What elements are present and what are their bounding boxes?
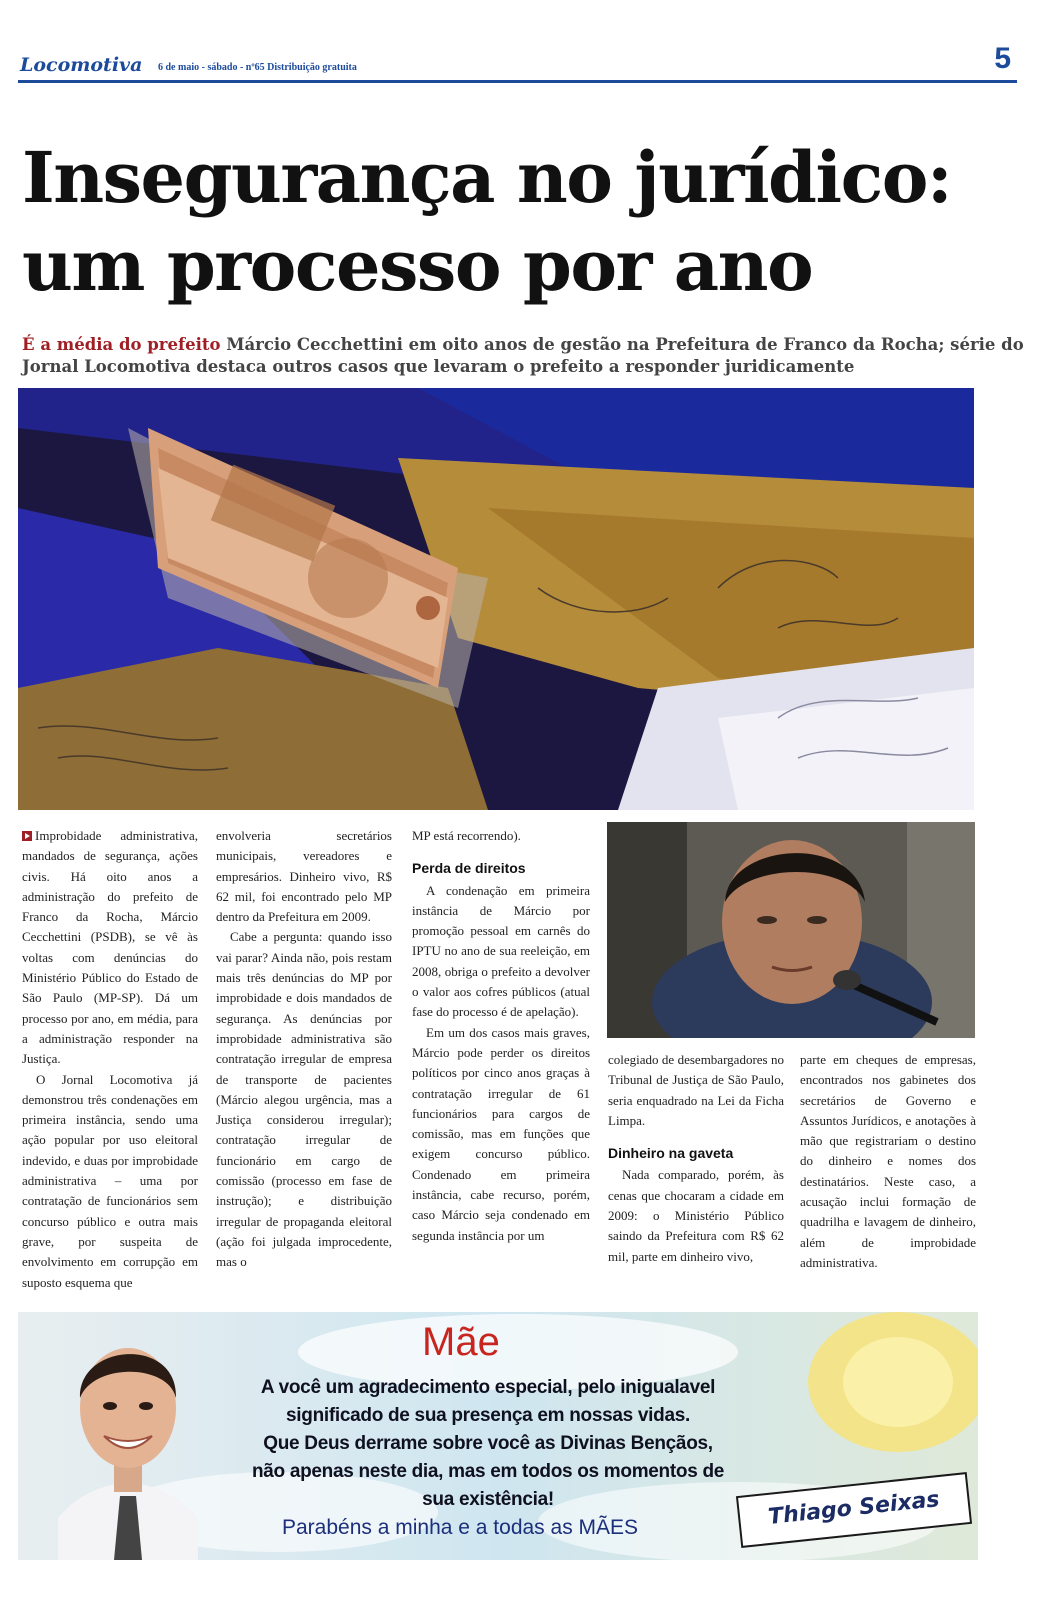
ad-message-line: sua existência! [422,1489,554,1510]
play-arrow-icon [22,831,32,841]
issue-line: 6 de maio - sábado - nº65 Distribuição gratuita [158,62,357,73]
subheadline-lead: É a média do prefeito [22,335,221,354]
headline: Insegurança no jurídico: um processo por ano [22,136,952,307]
ad-message-line: Que Deus derrame sobre você as Divinas Bençãos, [263,1433,713,1454]
subheadline [22,334,1032,378]
article-paragraph: O Jornal Locomotiva já demonstrou três condenações em primeira instância, sendo uma ação popular por uso eleitoral indevido, e duas por improbidade administrativa – uma por contratação de funcionários sem concurso público e outra mais grave, por suspeita de envolvimento em corrupção em suposto esquema que [22,1071,198,1290]
article-paragraph: Em um dos casos mais graves, Márcio pode perder os direitos políticos por cinco anos graças à contratação irregular de 61 funcionários para cargos de comissão, mas em funções que exigem concurso público. Condenado em primeira instância, cabe recurso, porém, caso Márcio seja condenado em segunda instância por um [412,1024,590,1243]
article-column-2 [216,826,392,1273]
article-column-3 [412,826,590,1246]
article-paragraph: parte em cheques de empresas, encontrados nos gabinetes dos secretários de Governo e Assuntos Jurídicos, e anotações à mão que registrariam o destino do dinheiro e nomes dos destinatários. Neste caso, a acusação inclui formação de quadrilha e lavagem de dinheiro, além de improbidade administrativa. [800,1052,976,1270]
ad-message-line: não apenas neste dia, mas em todos os momentos de [251,1461,725,1482]
article-column-1 [22,826,198,1293]
article-paragraph: Nada comparado, porém, às cenas que chocaram a cidade em 2009: o Ministério Público saindo da Prefeitura com R$ 62 mil, parte em dinheiro vivo, [608,1167,784,1264]
ad-footer: Parabéns a minha e a todas as MÃES [282,1516,639,1539]
mothers-day-ad [18,1312,978,1560]
page-number: 5 [994,42,1011,75]
section-heading-dinheiro-na-gaveta: Dinheiro na gaveta [608,1145,734,1162]
ad-message-line: A você um agradecimento especial, pelo inigualavel [260,1377,716,1398]
money-envelope-photo [18,388,974,810]
subheadline-text: Márcio Cecchettini em oito anos de gestão na Prefeitura de Franco da Rocha; série do Jornal Locomotiva destaca outros casos que levaram o prefeito a responder juridicamente [22,335,1024,376]
article-paragraph: Improbidade administrativa, mandados de segurança, ações civis. Há oito anos a administração do prefeito de Franco da Rocha, Márcio Cecchettini (PSDB), se vê às voltas com denúncias do Ministério Público do Estado de São Paulo (MP-SP). Dá um processo por ano, em média, para a administração responder na Justiça. [22,828,198,1067]
article-paragraph: colegiado de desembargadores no Tribunal de Justiça de São Paulo, seria enquadrado na Lei da Ficha Limpa. [608,1052,784,1128]
newspaper-brand: Locomotiva [20,54,143,76]
mayor-photo [607,822,975,1038]
article-paragraph: A condenação em primeira instância de Márcio por promoção pessoal em carnês do IPTU no ano de sua reeleição, em 2008, obriga o prefeito a devolver o valor aos cofres públicos (atual fase do processo é de apelação). [412,882,590,1020]
ad-signature: Thiago Seixas [736,1472,972,1548]
article-column-5 [800,1050,976,1273]
ad-title: Mãe [422,1320,500,1364]
candidate-portrait [58,1318,198,1560]
article-paragraph: envolveria secretários municipais, vereadores e empresários. Dinheiro vivo, R$ 62 mil, foi encontrado pelo MP dentro da Prefeitura em 2009. [216,828,392,925]
ad-message-line: significado de sua presença em nossas vidas. [286,1405,690,1426]
article-paragraph: Cabe a pergunta: quando isso vai parar? Ainda não, pois restam mais três denúncias do MP por improbidade e dois mandados de segurança. As denúncias por improbidade administrativa são contratação irregular de empresa de transporte de pacientes (Márcio alegou urgência, mas a Justiça considerou irregular); contratação irregular de funcionário em cargo de comissão (processo em fase de instrução); e distribuição irregular de propaganda eleitoral (ação foi julgada improcedente, mas o [216,929,392,1270]
article-column-4 [608,1050,784,1267]
section-heading-perda-de-direitos: Perda de direitos [412,860,526,877]
article-paragraph: MP está recorrendo). [412,828,521,843]
page-header [18,40,1017,83]
